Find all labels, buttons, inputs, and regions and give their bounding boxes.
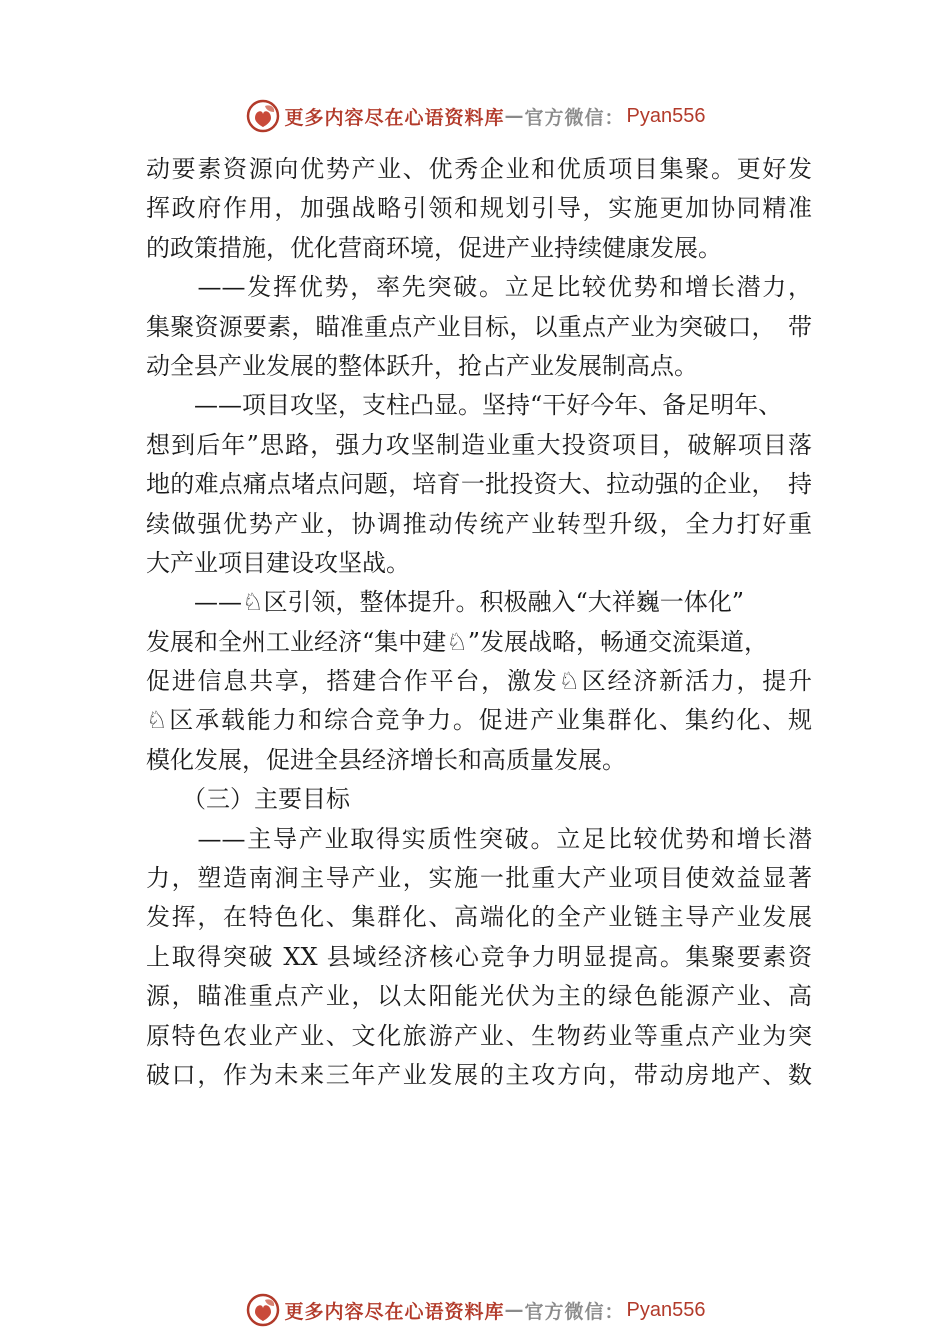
text-line: 续做强优势产业，协调推动传统产业转型升级，全力打好重 — [146, 509, 812, 538]
text-line: 动要素资源向优势产业、优秀企业和优质项目集聚。更好发 — [146, 155, 812, 183]
heart-leaf-logo-icon — [245, 98, 281, 134]
text-line: 破口，作为未来三年产业发展的主攻方向，带动房地产、数 — [146, 1060, 812, 1089]
text-line: 发挥，在特色化、集群化、高端化的全产业链主导产业发展 — [146, 903, 812, 932]
header-banner — [0, 96, 950, 136]
header-wechat-id: Pyan556 — [626, 104, 706, 127]
header-dash: — — [504, 105, 525, 127]
text-line: ——主导产业取得实质性突破。立足比较优势和增长潜 — [146, 824, 812, 853]
header-slogan: 更多内容尽在心语资料库 — [284, 106, 505, 129]
footer-dash: — — [504, 1299, 525, 1321]
text-line: 的政策措施，优化营商环境，促进产业持续健康发展。 — [146, 233, 722, 262]
text-line: 上取得突破 XX 县域经济核心竞争力明显提高。集聚要素资 — [146, 942, 812, 971]
header-wechat-label: 官方微信： — [524, 106, 625, 129]
text-line: 想到后年”思路，强力攻坚制造业重大投资项目，破解项目落 — [146, 430, 812, 459]
footer-wechat-id: Pyan556 — [626, 1298, 706, 1321]
text-line: 挥政府作用，加强战略引领和规划引导，实施更加协同精准 — [146, 194, 812, 223]
text-line: 促进信息共享，搭建合作平台，激发♘区经济新活力，提升 — [146, 667, 812, 696]
text-line: 集聚资源要素，瞄准重点产业目标，以重点产业为突破口， 带 — [146, 312, 812, 341]
footer-slogan: 更多内容尽在心语资料库 — [284, 1300, 505, 1323]
document-body — [146, 150, 812, 1095]
text-line: 力，塑造南涧主导产业，实施一批重大产业项目使效益显著 — [146, 864, 812, 893]
footer-wechat-label: 官方微信： — [524, 1300, 625, 1323]
text-line: 源，瞄准重点产业，以太阳能光伏为主的绿色能源产业、高 — [146, 982, 812, 1011]
text-line: 原特色农业产业、文化旅游产业、生物药业等重点产业为突 — [146, 1021, 812, 1050]
text-line: 动全县产业发展的整体跃升，抢占产业发展制高点。 — [146, 351, 698, 380]
text-line: 地的难点痛点堵点问题，培育一批投资大、拉动强的企业， 持 — [146, 470, 812, 499]
text-line: 模化发展，促进全县经济增长和高质量发展。 — [146, 745, 626, 774]
text-line: ——发挥优势，率先突破。立足比较优势和增长潜力， — [146, 273, 812, 302]
text-line: 发展和全州工业经济“集中建♘”发展战略，畅通交流渠道， — [146, 627, 769, 656]
text-line: ——项目攻坚，支柱凸显。坚持“干好今年、备足明年、 — [146, 391, 783, 420]
text-line: 大产业项目建设攻坚战。 — [146, 548, 410, 577]
footer-banner — [0, 1290, 950, 1330]
text-line: ——♘区引领，整体提升。积极融入“大祥巍一体化” — [146, 588, 745, 617]
text-line: （三）主要目标 — [146, 785, 350, 814]
text-line: ♘区承载能力和综合竞争力。促进产业集群化、集约化、规 — [146, 706, 812, 735]
heart-leaf-logo-icon — [245, 1292, 281, 1328]
